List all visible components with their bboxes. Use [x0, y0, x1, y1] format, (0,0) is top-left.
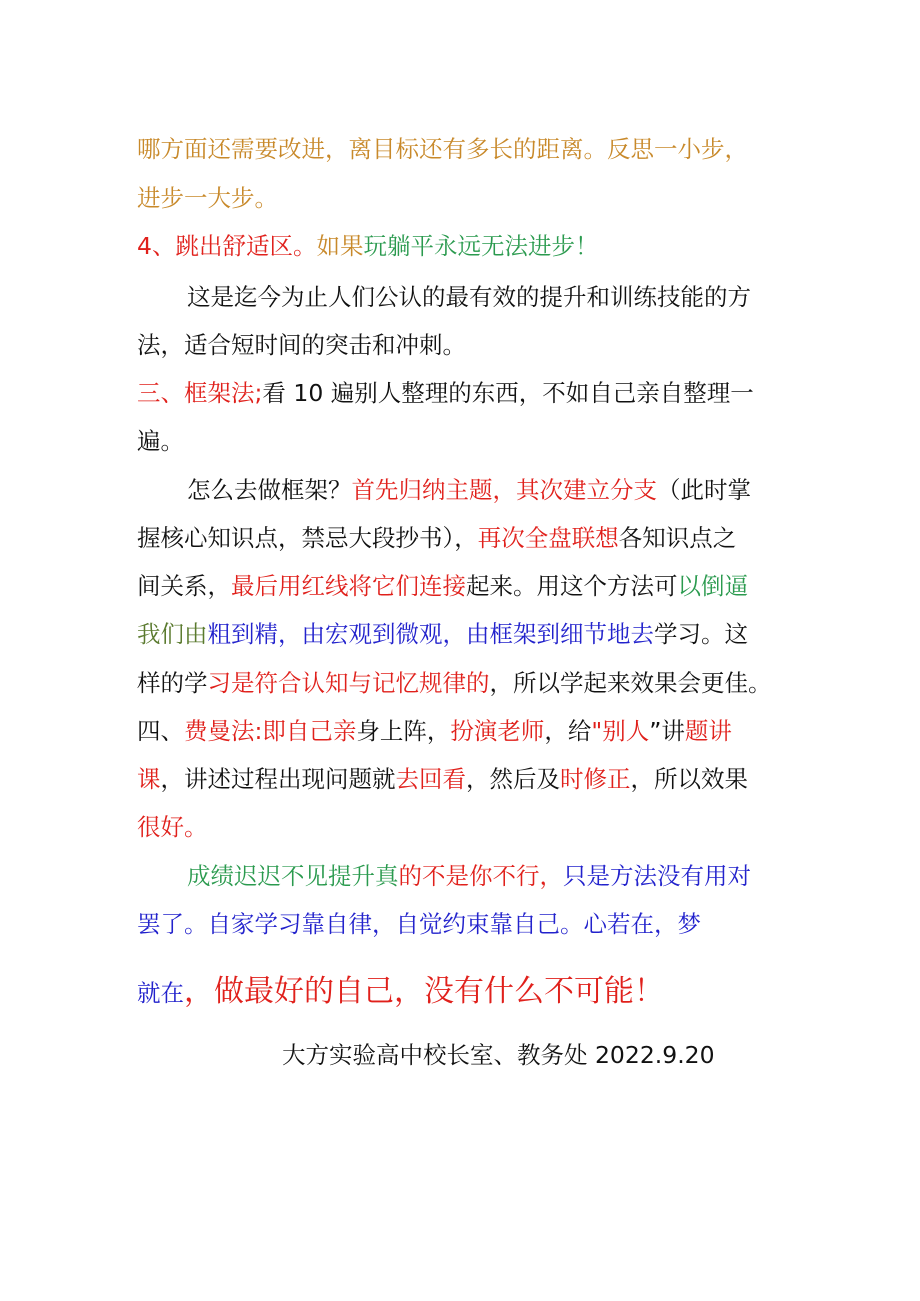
text-segment: 身上阵，: [356, 717, 451, 745]
text-segment: 成绩迟迟不见提升真: [187, 862, 399, 890]
text-segment: 握核心知识点，禁忌大段抄书），: [137, 524, 478, 552]
text-segment: ，给: [544, 717, 592, 745]
paragraph-line: [137, 668, 772, 698]
text-segment: 起来。用这个方法可: [466, 572, 678, 600]
text-segment: ，讲述过程出现问题就: [160, 765, 396, 793]
paragraph-line: [137, 619, 748, 649]
section-heading-4: [137, 231, 598, 261]
paragraph-line: [137, 571, 748, 601]
text-segment: 玩躺平永远无法进步！: [363, 232, 599, 260]
paragraph-line: [137, 764, 748, 794]
signature-line: [282, 1040, 715, 1070]
text-segment: 只是方法没有用对: [563, 862, 751, 890]
section-heading-3: [137, 378, 754, 408]
text-segment: 法，适合短时间的突击和冲刺。: [137, 331, 466, 359]
text-segment: 很好。: [137, 813, 208, 841]
text-segment: 罢了。自家学习靠自律，自觉约束靠自己。心若在，梦: [137, 910, 701, 938]
text-segment: 粗到精，由宏观到微观，由框架到细节地去: [207, 620, 654, 648]
text-segment: 学习。这: [654, 620, 748, 648]
paragraph-line: [137, 523, 736, 553]
text-segment: 以倒逼: [677, 572, 748, 600]
text-segment: 的不是你不行，: [398, 862, 563, 890]
text-segment: 四、: [137, 717, 184, 745]
closing-slogan: [137, 972, 664, 1012]
paragraph-line: [137, 134, 748, 164]
text-segment: 看 10 遍别人整理的东西，不如自己亲自整理一: [262, 379, 754, 407]
text-segment: 如果: [316, 232, 364, 260]
text-segment: 首先归纳主题，其次建立分支: [351, 476, 657, 504]
text-segment: 遍。: [137, 427, 184, 455]
text-segment: 我们由: [137, 620, 208, 648]
text-segment: 怎么去做框架？: [187, 476, 352, 504]
paragraph-line: [187, 282, 751, 312]
paragraph-line: [187, 861, 751, 891]
text-segment: ，然后及: [466, 765, 560, 793]
paragraph-line: [137, 812, 208, 842]
text-segment: 就在: [137, 979, 184, 1007]
text-segment: 进步一大步。: [137, 184, 278, 212]
text-segment: 哪方面还需要改进，离目标还有多长的距离。反思一小步，: [137, 135, 748, 163]
text-segment: 扮演老师: [450, 717, 545, 745]
section-heading-4-feynman: [137, 716, 732, 746]
paragraph-line: [137, 426, 184, 456]
text-segment: （此时掌: [657, 476, 751, 504]
text-segment: ，做最好的自己，没有什么不可能！: [184, 974, 664, 1009]
text-segment: 间关系，: [137, 572, 231, 600]
text-segment: ”讲: [649, 717, 685, 745]
text-segment: 去回看: [395, 765, 466, 793]
text-segment: 这是迄今为止人们公认的最有效的提升和训练技能的方: [187, 283, 751, 311]
text-segment: 各知识点之: [618, 524, 737, 552]
text-segment: 时修正: [560, 765, 631, 793]
text-segment: 课: [137, 765, 161, 793]
signature-text: 大方实验高中校长室、教务处 2022.9.20: [282, 1041, 715, 1069]
paragraph-line: [137, 183, 278, 213]
text-segment: 费曼法:即自己亲: [184, 717, 357, 745]
text-segment: "别人: [591, 717, 650, 745]
text-segment: 最后用红线将它们连接: [231, 572, 466, 600]
paragraph-line: [137, 909, 701, 939]
text-segment: ，所以效果: [630, 765, 748, 793]
text-segment: 习是符合认知与记忆规律的: [207, 669, 490, 697]
text-segment: 三、框架法;: [137, 379, 263, 407]
text-segment: 再次全盘联想: [477, 524, 619, 552]
text-segment: 题讲: [684, 717, 732, 745]
text-segment: ，所以学起来效果会更佳。: [489, 669, 772, 697]
text-segment: 样的学: [137, 669, 208, 697]
paragraph-line: [137, 330, 466, 360]
text-segment: 4、跳出舒适区。: [137, 232, 317, 260]
paragraph-line: [187, 475, 751, 505]
